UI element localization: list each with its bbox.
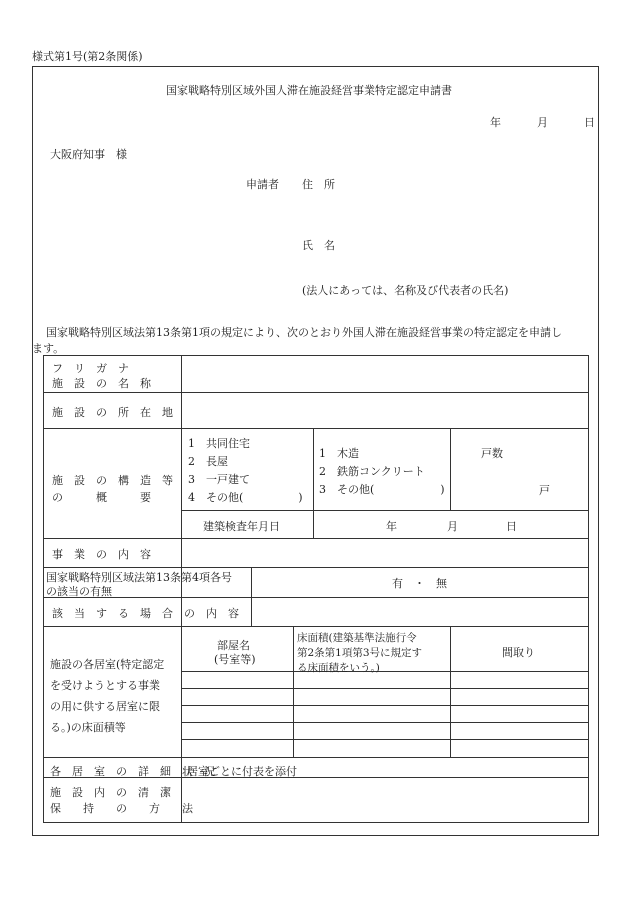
units-label: 戸数	[481, 447, 503, 460]
floor-area-header-2: 第2条第1項第3号に規定す	[297, 647, 423, 659]
applicability-label-1: 国家戦略特別区域法第13条第4項各号	[46, 571, 232, 584]
building-type-3: 3 一戸建て	[188, 473, 250, 486]
structure-label-2: の 概 要	[52, 491, 151, 504]
units-suffix: 戸	[539, 484, 550, 497]
rooms-label-2: を受けようとする事業	[50, 679, 160, 692]
inspection-year: 年	[386, 520, 397, 533]
corporation-note: (法人にあっては、名称及び代表者の氏名)	[302, 284, 509, 297]
body-text-line-2: ます。	[32, 342, 65, 355]
inspection-day: 日	[506, 520, 517, 533]
body-text-line-1: 国家戦略特別区域法第13条第1項の規定により、次のとおり外国人滞在施設経営事業の特定認定を申請し	[46, 326, 562, 339]
rooms-label-3: の用に供する居室に限	[50, 700, 160, 713]
floor-area-header-1: 床面積(建築基準法施行令	[297, 632, 417, 644]
building-type-1: 1 共同住宅	[188, 437, 250, 450]
inspection-month: 月	[447, 520, 458, 533]
facility-name-label: 施 設 の 名 称	[52, 377, 151, 390]
date-year: 年	[490, 116, 501, 129]
structure-label-1: 施 設 の 構 造 等	[52, 474, 173, 487]
addressee: 大阪府知事 様	[50, 148, 127, 161]
room-details-value: 居室ごとに付表を添付	[187, 765, 297, 778]
room-details-label: 各 居 室 の 詳 細 状 況	[50, 765, 215, 778]
construction-type-3: 3 その他( )	[319, 483, 445, 496]
applicability-label-2: の該当の有無	[46, 585, 112, 598]
floor-area-header-3: る床面積をいう。)	[297, 662, 380, 674]
applicant-label: 申請者	[246, 178, 279, 191]
facility-location-label: 施 設 の 所 在 地	[52, 406, 173, 419]
date-month: 月	[537, 116, 548, 129]
rooms-label-1: 施設の各居室(特定認定	[50, 658, 165, 671]
applicable-case-label: 該 当 す る 場 合 の 内 容	[52, 607, 239, 620]
cleanliness-label-1: 施 設 内 の 清 潔	[50, 786, 171, 799]
cleanliness-label-2: 保 持 の 方 法	[50, 802, 193, 815]
yes-no-option: 有 ・ 無	[392, 577, 447, 590]
applicant-name-label: 氏 名	[302, 239, 335, 252]
building-type-2: 2 長屋	[188, 455, 228, 468]
application-table	[43, 355, 589, 823]
inspection-date-label: 建築検査年月日	[203, 520, 280, 533]
layout-header: 間取り	[502, 646, 535, 659]
room-name-header-2: (号室等)	[214, 653, 256, 666]
page-title: 国家戦略特別区域外国人滞在施設経営事業特定認定申請書	[166, 84, 452, 97]
applicant-address-label: 住 所	[302, 178, 335, 191]
rooms-label-4: る。)の床面積等	[50, 721, 126, 734]
furigana-label: フ リ ガ ナ	[52, 362, 129, 375]
room-name-header-1: 部屋名	[217, 639, 250, 652]
construction-type-1: 1 木造	[319, 447, 359, 460]
form-number: 様式第1号(第2条関係)	[32, 50, 143, 63]
date-day: 日	[584, 116, 595, 129]
business-content-label: 事 業 の 内 容	[52, 548, 151, 561]
construction-type-2: 2 鉄筋コンクリート	[319, 465, 425, 478]
building-type-4: 4 その他( )	[188, 491, 303, 504]
